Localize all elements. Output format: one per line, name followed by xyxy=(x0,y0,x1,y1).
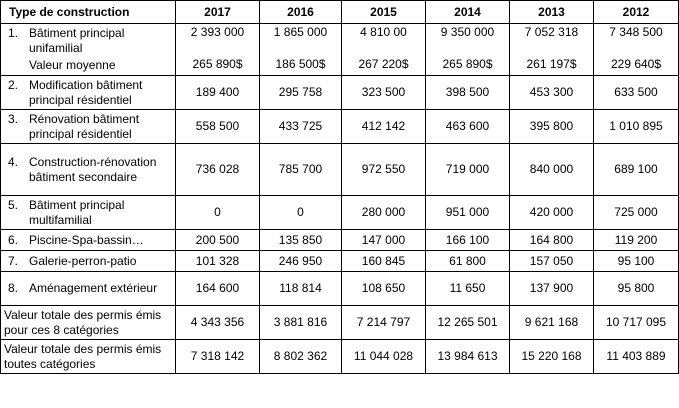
value-cell: 11 650 xyxy=(426,272,510,306)
average-value: 267 220$ xyxy=(358,57,409,71)
table-row xyxy=(1,196,679,230)
row-number: 7. xyxy=(8,253,19,268)
row-number: 4. xyxy=(8,154,19,169)
row-label-cell xyxy=(1,110,176,144)
row-number: 5. xyxy=(8,197,19,212)
total-label: Valeur totale des permis émis pour ces 8 catégories xyxy=(1,306,176,340)
header-year: 2015 xyxy=(342,1,426,24)
value-cell: 95 100 xyxy=(594,251,679,272)
value: 4 810 00 xyxy=(360,25,407,39)
total-value: 15 220 168 xyxy=(510,340,594,374)
row-label: Rénovation bâtiment principal résidentiel xyxy=(29,111,140,141)
total-value: 7 318 142 xyxy=(176,340,260,374)
value-cell: 840 000 xyxy=(510,144,594,196)
value-cell: 785 700 xyxy=(260,144,342,196)
value-cell: 736 028 xyxy=(176,144,260,196)
value-cell: 395 800 xyxy=(510,110,594,144)
total-value: 9 621 168 xyxy=(510,306,594,340)
header-type: Type de construction xyxy=(1,1,176,24)
row-label: Modification bâtiment principal résidentiel xyxy=(29,77,143,107)
row-label: Galerie-perron-patio xyxy=(29,253,137,268)
row-label-cell xyxy=(1,76,176,110)
value-cell: 108 650 xyxy=(342,272,426,306)
value-cell xyxy=(510,24,594,76)
value-cell: 412 142 xyxy=(342,110,426,144)
value-cell: 951 000 xyxy=(426,196,510,230)
row-label: Bâtiment principal multifamilial xyxy=(29,197,125,227)
value-cell: 1 010 895 xyxy=(594,110,679,144)
average-value: 229 640$ xyxy=(610,57,662,71)
total-row xyxy=(1,340,679,374)
total-value: 12 265 501 xyxy=(426,306,510,340)
header-year: 2014 xyxy=(426,1,510,24)
average-value: 261 197$ xyxy=(526,57,577,71)
average-value: 265 890$ xyxy=(442,57,493,71)
value-cell: 61 800 xyxy=(426,251,510,272)
header-row xyxy=(1,1,679,24)
total-value: 7 214 797 xyxy=(342,306,426,340)
value: 7 052 318 xyxy=(524,25,579,39)
row-number: 8. xyxy=(8,281,19,295)
total-value: 11 403 889 xyxy=(594,340,679,374)
value-cell xyxy=(176,24,260,76)
value-cell: 200 500 xyxy=(176,230,260,251)
header-year: 2012 xyxy=(594,1,679,24)
average-value: 186 500$ xyxy=(275,57,326,71)
value-cell xyxy=(260,24,342,76)
value-cell: 972 550 xyxy=(342,144,426,196)
value-cell: 463 600 xyxy=(426,110,510,144)
row-label: Construction-rénovation bâtiment secondaire xyxy=(29,154,157,184)
row-label: Aménagement extérieur xyxy=(29,281,158,295)
value-cell: 295 758 xyxy=(260,76,342,110)
value-cell: 558 500 xyxy=(176,110,260,144)
row-number: 6. xyxy=(8,232,19,247)
value-cell: 166 100 xyxy=(426,230,510,251)
row-label-cell xyxy=(1,251,176,272)
value-cell: 157 050 xyxy=(510,251,594,272)
row-number: 1. xyxy=(8,26,19,40)
value-cell: 323 500 xyxy=(342,76,426,110)
value-cell: 689 100 xyxy=(594,144,679,196)
value-cell: 189 400 xyxy=(176,76,260,110)
table-row xyxy=(1,110,679,144)
table-row xyxy=(1,251,679,272)
value-cell: 719 000 xyxy=(426,144,510,196)
total-value: 10 717 095 xyxy=(594,306,679,340)
value-cell: 433 725 xyxy=(260,110,342,144)
value-cell: 137 900 xyxy=(510,272,594,306)
value-cell: 164 600 xyxy=(176,272,260,306)
value-cell xyxy=(342,24,426,76)
row-sub-label: Valeur moyenne xyxy=(29,58,116,72)
value-cell: 101 328 xyxy=(176,251,260,272)
row-label-cell xyxy=(1,230,176,251)
total-value: 13 984 613 xyxy=(426,340,510,374)
value: 2 393 000 xyxy=(190,25,245,39)
value-cell: 453 300 xyxy=(510,76,594,110)
total-value: 3 881 816 xyxy=(260,306,342,340)
value-cell: 725 000 xyxy=(594,196,679,230)
total-label: Valeur totale des permis émis toutes catégories xyxy=(1,340,176,374)
value-cell xyxy=(594,24,679,76)
value-cell: 147 000 xyxy=(342,230,426,251)
row-label-cell xyxy=(1,196,176,230)
row-label: Piscine-Spa-bassin… xyxy=(29,232,144,247)
table-row xyxy=(1,76,679,110)
total-row xyxy=(1,306,679,340)
row-number: 3. xyxy=(8,111,19,126)
table-row xyxy=(1,230,679,251)
row-number: 2. xyxy=(8,77,19,92)
header-year: 2017 xyxy=(176,1,260,24)
value-cell: 119 200 xyxy=(594,230,679,251)
value: 7 348 500 xyxy=(609,25,663,39)
value-cell: 164 800 xyxy=(510,230,594,251)
value-cell: 160 845 xyxy=(342,251,426,272)
header-year: 2013 xyxy=(510,1,594,24)
table-row xyxy=(1,144,679,196)
table-row xyxy=(1,272,679,306)
value-cell: 633 500 xyxy=(594,76,679,110)
value-cell: 135 850 xyxy=(260,230,342,251)
value-cell: 0 xyxy=(260,196,342,230)
row-label: Bâtiment principal unifamilial xyxy=(29,26,125,55)
table-row xyxy=(1,24,679,76)
value-cell: 0 xyxy=(176,196,260,230)
value-cell: 398 500 xyxy=(426,76,510,110)
value: 9 350 000 xyxy=(440,25,495,39)
row-label-cell xyxy=(1,24,176,76)
header-year: 2016 xyxy=(260,1,342,24)
value-cell: 118 814 xyxy=(260,272,342,306)
value-cell: 246 950 xyxy=(260,251,342,272)
row-label-cell xyxy=(1,144,176,196)
value-cell: 280 000 xyxy=(342,196,426,230)
value-cell xyxy=(426,24,510,76)
average-value: 265 890$ xyxy=(192,57,243,71)
value-cell: 95 800 xyxy=(594,272,679,306)
value-cell: 420 000 xyxy=(510,196,594,230)
total-value: 8 802 362 xyxy=(260,340,342,374)
row-label-cell xyxy=(1,272,176,306)
value: 1 865 000 xyxy=(273,25,328,39)
total-value: 11 044 028 xyxy=(342,340,426,374)
total-value: 4 343 356 xyxy=(176,306,260,340)
